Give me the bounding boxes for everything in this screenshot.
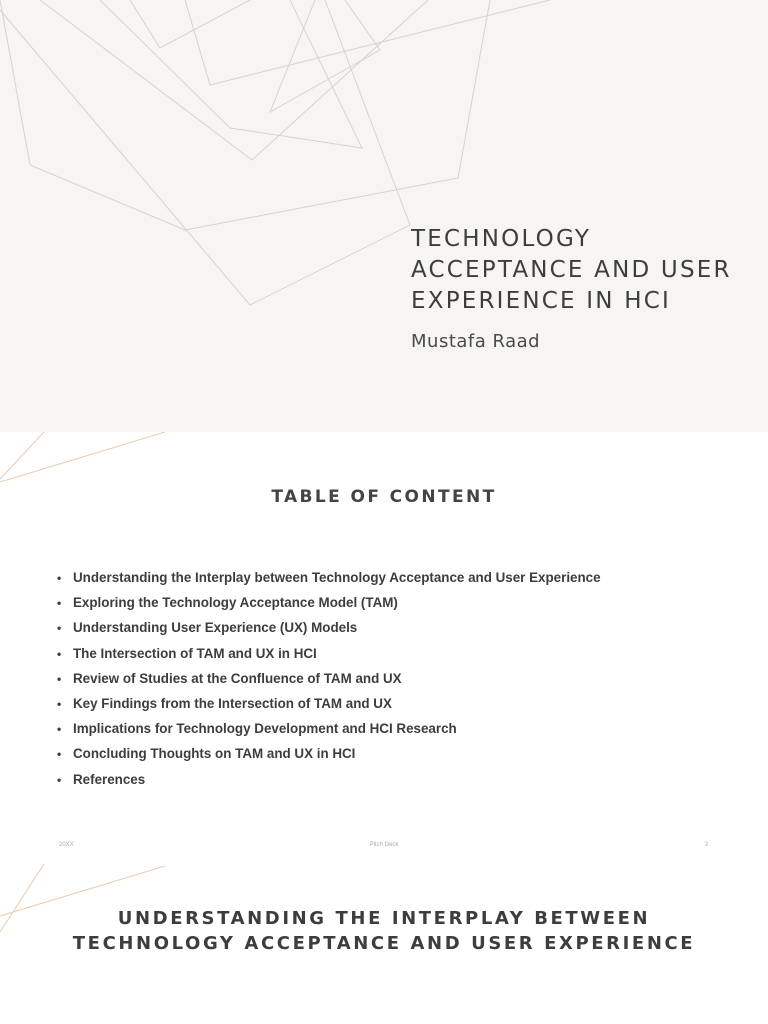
toc-list xyxy=(57,569,601,796)
toc-item-label: Review of Studies at the Confluence of TAM and UX xyxy=(73,670,402,686)
toc-item xyxy=(57,619,601,644)
toc-item-label: Understanding the Interplay between Technology Acceptance and User Experience xyxy=(73,570,601,585)
toc-item-label: The Intersection of TAM and UX in HCI xyxy=(73,645,317,661)
toc-item-label: Implications for Technology Development and HCI Research xyxy=(73,721,457,737)
toc-item xyxy=(57,695,601,720)
footer-page-number: 2 xyxy=(705,842,709,848)
bullet-icon: • xyxy=(57,596,62,611)
toc-slide xyxy=(0,432,768,864)
section-slide xyxy=(0,864,768,1024)
toc-item-label: References xyxy=(73,771,146,787)
bullet-icon: • xyxy=(57,646,62,661)
toc-item xyxy=(57,569,601,594)
toc-item xyxy=(57,645,601,670)
bullet-icon: • xyxy=(57,747,62,762)
footer-date: 20XX xyxy=(59,842,74,848)
toc-item xyxy=(57,594,601,619)
toc-item xyxy=(57,670,601,695)
title-block xyxy=(411,224,741,352)
author-name: Mustafa Raad xyxy=(411,331,541,352)
bullet-icon: • xyxy=(57,621,62,636)
bullet-icon: • xyxy=(57,772,62,787)
decorative-lines xyxy=(0,0,768,432)
toc-item xyxy=(57,771,601,796)
toc-item-label: Exploring the Technology Acceptance Model (TAM) xyxy=(73,595,398,611)
bullet-icon: • xyxy=(57,722,62,737)
presentation-title: TECHNOLOGY ACCEPTANCE AND USER EXPERIENCE IN HCI xyxy=(411,226,732,314)
title-slide xyxy=(0,0,768,432)
section-heading: UNDERSTANDING THE INTERPLAY BETWEEN TECHNOLOGY ACCEPTANCE AND USER EXPERIENCE xyxy=(72,908,696,954)
toc-item-label: Key Findings from the Intersection of TAM and UX xyxy=(73,695,392,711)
toc-item-label: Concluding Thoughts on TAM and UX in HCI xyxy=(73,746,356,762)
toc-item xyxy=(57,720,601,745)
toc-item-label: Understanding User Experience (UX) Models xyxy=(73,620,358,636)
toc-heading: TABLE OF CONTENT xyxy=(271,487,497,507)
bullet-icon: • xyxy=(57,671,62,686)
toc-item xyxy=(57,745,601,770)
bullet-icon: • xyxy=(57,696,62,711)
bullet-icon: • xyxy=(57,571,62,585)
footer-title: Pitch Deck xyxy=(369,842,399,848)
